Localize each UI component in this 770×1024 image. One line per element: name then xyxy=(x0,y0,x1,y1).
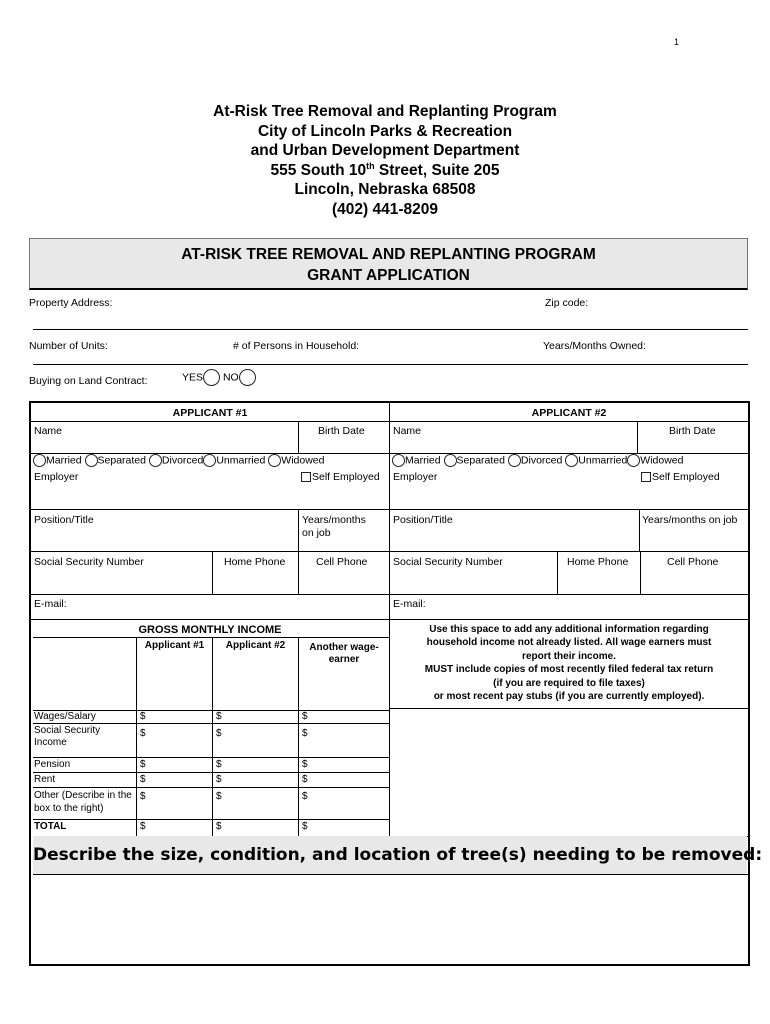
applicant2-email-field[interactable]: E-mail: xyxy=(393,598,426,610)
pension-applicant2-input[interactable]: $ xyxy=(216,759,222,770)
applicant2-divorced-label: Divorced xyxy=(520,454,563,467)
income-heading: GROSS MONTHLY INCOME xyxy=(138,624,282,636)
describe-trees-textarea[interactable] xyxy=(34,876,746,962)
other-another-input[interactable]: $ xyxy=(302,791,308,802)
applicant1-unmarried-radio[interactable] xyxy=(203,454,216,467)
rent-another-input[interactable]: $ xyxy=(302,774,308,785)
applicant1-married-radio[interactable] xyxy=(33,454,46,467)
rule xyxy=(637,421,638,453)
notes-line-3: report their income. xyxy=(522,650,616,662)
years-owned-label: Years/Months Owned: xyxy=(543,340,646,352)
income-row-other: Other (Describe in the box to the right) xyxy=(34,790,132,814)
other-applicant2-input[interactable]: $ xyxy=(216,791,222,802)
applicant1-heading: APPLICANT #1 xyxy=(172,407,248,419)
applicant1-marital-options xyxy=(33,454,324,467)
persons-household-label: # of Persons in Household: xyxy=(233,340,360,352)
applicant2-cell-phone-field[interactable]: Cell Phone xyxy=(667,556,719,568)
applicant1-employer-field[interactable]: Employer xyxy=(34,471,79,483)
ss-applicant1-input[interactable]: $ xyxy=(140,728,146,739)
applicant1-separated-radio[interactable] xyxy=(85,454,98,467)
rule xyxy=(136,637,137,836)
applicant1-position-field[interactable]: Position/Title xyxy=(34,514,94,526)
land-contract-options xyxy=(182,369,256,386)
other-applicant1-input[interactable]: $ xyxy=(140,791,146,802)
applicant2-marital-options xyxy=(392,454,683,467)
income-col-another-1: Another wage- xyxy=(309,642,379,653)
applicant2-years-job-label: Years/months on job xyxy=(642,514,738,526)
applicant1-home-phone-field[interactable]: Home Phone xyxy=(224,556,286,568)
header-phone-line: (402) 441-8209 xyxy=(332,200,438,218)
rule xyxy=(33,723,389,724)
pension-another-input[interactable]: $ xyxy=(302,759,308,770)
income-col-another-2: earner xyxy=(328,654,360,665)
income-row-rent: Rent xyxy=(34,774,56,785)
form-title-line-1: AT-RISK TREE REMOVAL AND REPLANTING PROGRAM xyxy=(181,246,596,263)
rule xyxy=(639,509,640,551)
income-row-social-security: Social Security Income xyxy=(34,725,101,748)
yes-radio[interactable] xyxy=(203,369,220,386)
income-col-applicant1: Applicant #1 xyxy=(144,640,205,651)
pension-applicant1-input[interactable]: $ xyxy=(140,759,146,770)
applicant1-years-job-label-2: on job xyxy=(302,527,331,539)
applicant1-unmarried-label: Unmarried xyxy=(216,454,266,467)
notes-line-6: or most recent pay stubs (if you are currently employed). xyxy=(433,691,705,703)
notes-line-1: Use this space to add any additional information regarding xyxy=(429,624,709,635)
applicant2-widowed-radio[interactable] xyxy=(627,454,640,467)
address-street-number: 555 South 10 xyxy=(270,161,367,179)
number-of-units-label: Number of Units: xyxy=(29,340,108,352)
rent-applicant1-input[interactable]: $ xyxy=(140,774,146,785)
ss-applicant2-input[interactable]: $ xyxy=(216,728,222,739)
income-col-applicant2: Applicant #2 xyxy=(225,640,286,651)
wages-applicant1-input[interactable]: $ xyxy=(140,711,146,722)
rule xyxy=(298,509,299,551)
applicant2-separated-label: Separated xyxy=(456,454,505,467)
property-address-line[interactable] xyxy=(33,329,748,330)
applicant1-email-field[interactable]: E-mail: xyxy=(34,598,67,610)
address-ordinal: th xyxy=(366,160,375,171)
describe-trees-heading: Describe the size, condition, and location of tree(s) needing to be removed: xyxy=(33,836,747,874)
applicant2-self-employed-checkbox[interactable] xyxy=(641,472,651,482)
notes-line-2: household income not already listed. All wage earners must xyxy=(426,637,712,649)
applicant2-birth-date-field[interactable]: Birth Date xyxy=(669,425,716,437)
header-line-1: At-Risk Tree Removal and Replanting Program xyxy=(213,103,557,120)
rule xyxy=(557,551,558,594)
units-line[interactable] xyxy=(33,364,748,365)
wages-applicant2-input[interactable]: $ xyxy=(216,711,222,722)
wages-another-input[interactable]: $ xyxy=(302,711,308,722)
rule xyxy=(298,421,299,453)
income-notes xyxy=(392,623,746,703)
program-header xyxy=(0,102,770,219)
header-city-line: Lincoln, Nebraska 68508 xyxy=(294,181,476,198)
total-another-input[interactable]: $ xyxy=(302,821,308,832)
header-line-3: and Urban Development Department xyxy=(250,142,520,159)
applicant2-unmarried-radio[interactable] xyxy=(565,454,578,467)
rule xyxy=(31,421,748,422)
applicant2-widowed-label: Widowed xyxy=(640,454,684,467)
address-street-rest: Street, Suite 205 xyxy=(374,161,500,179)
page-number: 1 xyxy=(674,37,680,47)
rule xyxy=(298,637,299,836)
applicant1-birth-date-field[interactable]: Birth Date xyxy=(318,425,365,437)
applicant2-unmarried-label: Unmarried xyxy=(578,454,628,467)
applicant1-cell-phone-field[interactable]: Cell Phone xyxy=(316,556,368,568)
applicant2-home-phone-field[interactable]: Home Phone xyxy=(567,556,629,568)
applicant1-married-label: Married xyxy=(46,454,82,467)
applicant1-divorced-radio[interactable] xyxy=(149,454,162,467)
total-applicant2-input[interactable]: $ xyxy=(216,821,222,832)
applicant2-name-field[interactable]: Name xyxy=(393,425,422,437)
applicant2-divorced-radio[interactable] xyxy=(508,454,521,467)
applicant2-separated-radio[interactable] xyxy=(444,454,457,467)
property-address-label: Property Address: xyxy=(29,297,113,309)
applicant1-years-job-label: Years/months xyxy=(302,514,366,526)
rule xyxy=(33,874,748,875)
no-radio[interactable] xyxy=(239,369,256,386)
applicant1-separated-label: Separated xyxy=(97,454,146,467)
applicant1-self-employed-label: Self Employed xyxy=(312,471,380,483)
applicant2-married-radio[interactable] xyxy=(392,454,405,467)
applicant1-divorced-label: Divorced xyxy=(161,454,204,467)
land-contract-label: Buying on Land Contract: xyxy=(29,375,148,387)
header-line-2: City of Lincoln Parks & Recreation xyxy=(257,122,513,140)
rule xyxy=(31,594,748,595)
applicant2-self-employed[interactable] xyxy=(641,471,720,483)
rule xyxy=(33,757,389,758)
applicant1-name-field[interactable]: Name xyxy=(34,425,63,437)
header-address-line xyxy=(0,161,770,181)
notes-line-5: (if you are required to file taxes) xyxy=(493,677,645,689)
applicant1-widowed-radio[interactable] xyxy=(268,454,281,467)
rule xyxy=(33,637,389,638)
yes-label: YES xyxy=(182,371,204,384)
notes-line-4: MUST include copies of most recently filed federal tax return xyxy=(424,664,714,676)
rule xyxy=(33,772,389,773)
income-row-pension: Pension xyxy=(34,759,71,770)
rent-applicant2-input[interactable]: $ xyxy=(216,774,222,785)
applicant2-position-field[interactable]: Position/Title xyxy=(393,514,453,526)
no-label: NO xyxy=(222,371,239,384)
zip-code-label: Zip code: xyxy=(545,297,589,309)
income-row-wages: Wages/Salary xyxy=(34,711,96,722)
total-applicant1-input[interactable]: $ xyxy=(140,821,146,832)
rule xyxy=(212,637,213,836)
additional-info-box[interactable] xyxy=(391,709,747,835)
income-row-total: TOTAL xyxy=(34,821,67,832)
applicant2-employer-field[interactable]: Employer xyxy=(393,471,438,483)
applicant1-self-employed-checkbox[interactable] xyxy=(301,472,311,482)
rule xyxy=(31,509,748,510)
applicant1-ssn-field[interactable]: Social Security Number xyxy=(34,556,144,568)
form-title-line-2: GRANT APPLICATION xyxy=(307,267,470,284)
rule xyxy=(212,551,213,594)
applicant2-heading: APPLICANT #2 xyxy=(531,407,607,419)
applicant1-widowed-label: Widowed xyxy=(281,454,325,467)
rule xyxy=(33,787,389,788)
ss-another-input[interactable]: $ xyxy=(302,728,308,739)
rule xyxy=(33,819,389,820)
applicant1-self-employed[interactable] xyxy=(301,471,380,483)
rule xyxy=(31,619,748,620)
form-title-box xyxy=(29,238,748,290)
rule xyxy=(298,551,299,594)
applicant2-ssn-field[interactable]: Social Security Number xyxy=(393,556,503,568)
applicant2-self-employed-label: Self Employed xyxy=(652,471,720,483)
applicant2-married-label: Married xyxy=(405,454,441,467)
rule xyxy=(640,551,641,594)
